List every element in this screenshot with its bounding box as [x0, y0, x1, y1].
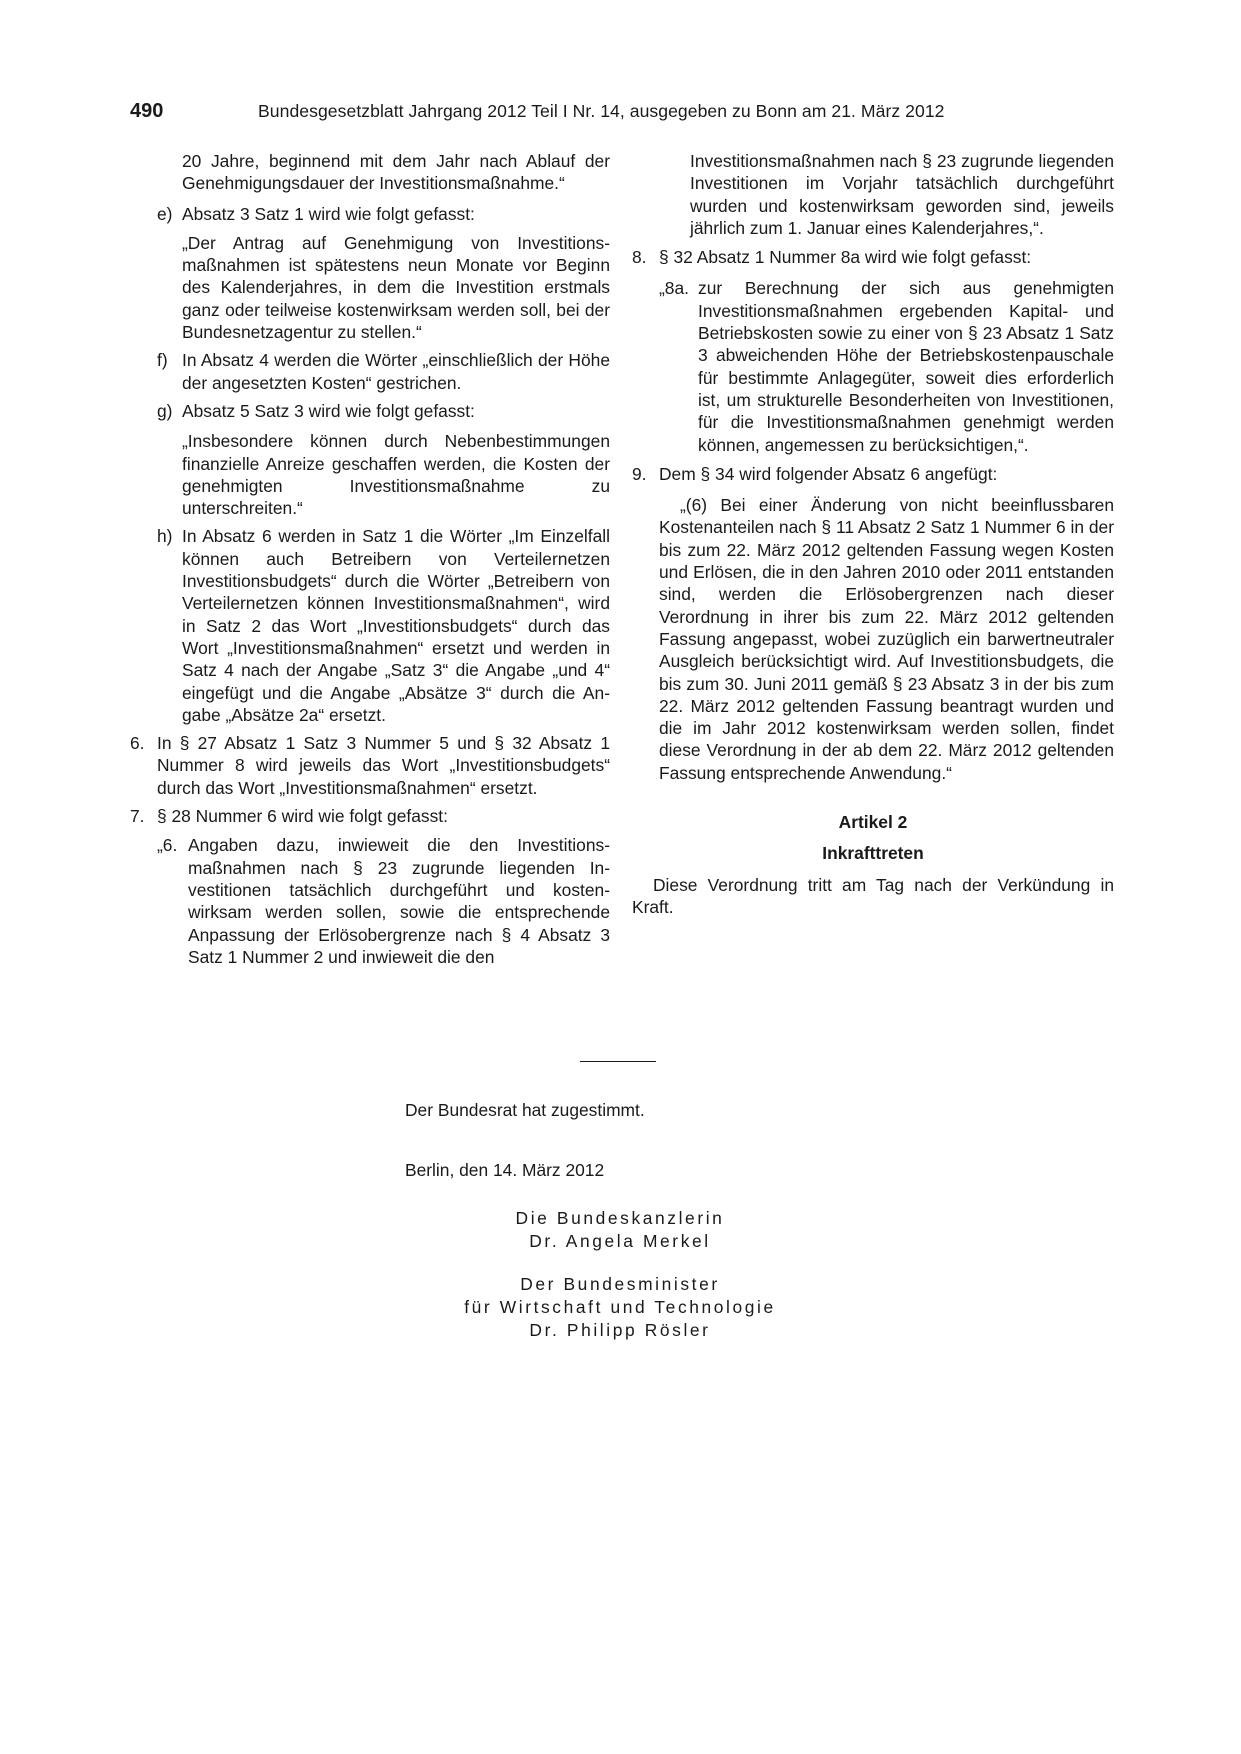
- item-label: e): [157, 203, 173, 224]
- signatory-1-name: Dr. Angela Merkel: [529, 1231, 711, 1251]
- signatory-2-role: Der Bundesminister: [520, 1274, 720, 1294]
- item-label: f): [157, 350, 168, 371]
- item-text: In § 27 Absatz 1 Satz 3 Nummer 5 und § 32 Absatz 1 Nummer 8 wird jeweils das Wort „Investitionsbudgets“ durch das Wort „Investitionsmaßnahmen“ ersetzt.: [157, 733, 610, 798]
- list-item-7: [130, 805, 610, 827]
- list-item-h: [130, 525, 610, 726]
- article-text: Diese Verordnung tritt am Tag nach der Verkündung in Kraft.: [632, 874, 1114, 917]
- item-text: Angaben dazu, inwieweit die den Investitionsmaßnahmen nach § 23 zugrunde liegenden Investitionen tatsächlich durchgeführt und kostenwirksam werden sollen, sowie die entsprechende Anpassung der Erlösobergrenze nach § 4 Absatz 3 Satz 1 Nummer 2 und inwieweit die den: [188, 835, 610, 967]
- item-text: Dem § 34 wird folgender Absatz 6 angefügt:: [659, 463, 998, 484]
- item-label: g): [157, 400, 173, 421]
- list-item-6: [130, 732, 610, 799]
- continued-text: 20 Jahre, beginnend mit dem Jahr nach Ablauf der Genehmigungsdauer der Investitionsmaßnahme.“: [182, 151, 610, 194]
- quoted-text-e: „Der Antrag auf Genehmigung von Investitionsmaßnahmen ist spätestens neun Monate vor Beginn des Kalenderjahres, in dem die Investition erstmals ganz oder teilweise kostenwirksam werden soll, bei der Bundesnetzagentur zu stellen.“: [182, 232, 610, 343]
- bundesrat-consent: Der Bundesrat hat zugestimmt.: [405, 1100, 645, 1120]
- item-label: h): [157, 526, 173, 547]
- continued-text: Investitionsmaßnahmen nach § 23 zugrunde liegenden Investitionen im Vorjahr tatsächlich durchgeführt wurden und kostenwirksam geworden sind, jeweils jährlich zum 1. Januar eines Kalenderjahres,“.: [690, 151, 1114, 238]
- signatory-2-department: für Wirtschaft und Technologie: [464, 1297, 776, 1317]
- item-label: 8.: [632, 247, 647, 268]
- list-item-f: [130, 349, 610, 394]
- quoted-paragraph-6: „(6) Bei einer Änderung von nicht beeinflussbaren Kostenanteilen nach § 11 Absatz 2 Satz 1 Nummer 6 in der bis zum 22. März 2012 geltenden Fassung wegen Kosten und Erlösen, die in den Jahren 2010 oder 2011 entstanden sind, werden die Erlösobergrenzen nach dieser Verordnung in ihrer bis zum 22. März 2012 geltenden Fassung angepasst, wobei zuzüglich ein barwertneutraler Ausgleich berücksichtigt wird. Auf Investitionsbudgets, die bis zum 30. Juni 2011 gemäß § 23 Absatz 3 in der bis zum 22. März 2012 geltenden Fassung beantragt wurden und die im Jahr 2012 kostenwirksam werden sollen, findet diese Verordnung in der ab dem 22. März 2012 geltenden Fassung entsprechende Anwendung.“: [659, 495, 1115, 783]
- item-label: „8a.: [659, 278, 689, 299]
- gazette-title: Bundesgesetzblatt Jahrgang 2012 Teil I Nr. 14, ausgegeben zu Bonn am 21. März 2012: [258, 101, 945, 121]
- list-item-8: [632, 246, 1114, 268]
- signatory-2-name: Dr. Philipp Rösler: [529, 1320, 711, 1340]
- item-label: 9.: [632, 463, 647, 484]
- right-column: [632, 150, 1114, 918]
- item-text: zur Berechnung der sich aus genehmigten Investitionsmaßnahmen ergebenden Kapital- und Betriebskosten sowie zu einer von § 23 Absatz 1 Satz 3 abweichenden Höhe der Betriebskostenpauschale für bestimmte Anlagegüter, soweit dies erforderlich ist, um strukturelle Besonderheiten von Investitionen, für die Investitionsmaßnahmen genehmigt werden können, angemessen zu berücksichtigen,“.: [698, 278, 1114, 455]
- item-label: 7.: [130, 806, 145, 827]
- article-heading: Artikel 2: [838, 812, 908, 833]
- item-label: „6.: [157, 835, 178, 856]
- list-item-g: [130, 400, 610, 422]
- item-text: § 28 Nummer 6 wird wie folgt gefasst:: [157, 806, 448, 827]
- list-item-9: [632, 463, 1114, 485]
- left-column: [130, 150, 610, 968]
- signatory-1-role: Die Bundeskanzlerin: [515, 1208, 725, 1228]
- item-text: In Absatz 6 werden in Satz 1 die Wörter „Im Einzelfall können auch Betreibern von Verteilernetzen Investitionsbudgets“ durch die Wörter „Betreibern von Verteilernetzen können Investitionsmaßnahmen“, wird in Satz 2 das Wort „Investitionsbudgets“ durch das Wort „Investitionsmaßnahmen“ ersetzt und werden in Satz 4 nach der Angabe „Satz 3“ die Angabe „und 4“ eingefügt und die Angabe „Absätze 3“ durch die Angabe „Absätze 2a“ ersetzt.: [182, 526, 610, 725]
- article-title: Inkrafttreten: [822, 843, 924, 864]
- item-text: Absatz 3 Satz 1 wird wie folgt gefasst:: [182, 203, 475, 224]
- item-label: 6.: [130, 733, 145, 754]
- place-date: Berlin, den 14. März 2012: [405, 1160, 605, 1180]
- item-text: § 32 Absatz 1 Nummer 8a wird wie folgt gefasst:: [659, 247, 1032, 268]
- quoted-text-g: „Insbesondere können durch Nebenbestimmungen finanzielle Anreize geschaffen werden, die Kosten der genehmigten Investitionsmaßnahme zu unterschreiten.“: [182, 431, 610, 519]
- item-text: Absatz 5 Satz 3 wird wie folgt gefasst:: [182, 400, 475, 421]
- separator-line: [580, 1061, 656, 1062]
- quoted-item-6: [130, 834, 610, 968]
- quoted-item-8a: [632, 277, 1114, 455]
- item-text: In Absatz 4 werden die Wörter „einschließlich der Höhe der angesetzten Kosten“ gestrichen.: [182, 350, 610, 393]
- page-number: 490: [130, 100, 164, 122]
- page-header: [130, 100, 1110, 126]
- list-item-e: [130, 203, 610, 225]
